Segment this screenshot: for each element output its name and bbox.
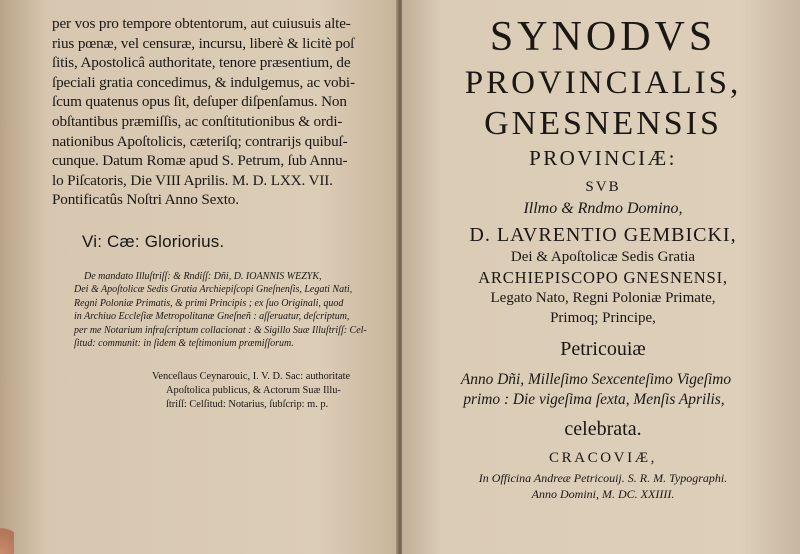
signature-line: Apoſtolica publicus, & Actorum Suæ Illu-	[166, 384, 341, 396]
dedication-line: Illmo & Rndmo Domino,	[523, 200, 683, 217]
signature-line: Venceſlaus Ceynarouic, I. V. D. Sac: authoritate	[152, 371, 351, 383]
title-provinciae: PROVINCIÆ:	[529, 146, 677, 170]
mandate-line: in Archiuo Eccleſiæ Metropolitanæ Gneſneñ : aſſeruatur, deſcriptum,	[74, 311, 350, 323]
imprint-city: CRACOVIÆ,	[549, 450, 657, 466]
date-line-2: primo : Die vigeſima ſexta, Menſis Aprilis,	[463, 391, 725, 408]
papal-brief-text	[52, 14, 388, 210]
left-page	[0, 0, 398, 554]
grace-line: Dei & Apoſtolicæ Sedis Gratia	[510, 249, 696, 265]
text-line: rius pœnæ, vel censuræ, incursu, liberè & licitè poſ	[52, 34, 355, 52]
title-gnesnensis: GNESNENSIS	[484, 105, 722, 142]
text-line: per vos pro tempore obtentorum, aut cuiusuis alte-	[52, 15, 351, 32]
imprint-printer: In Officina Andreæ Petricouij. S. R. M. Typographi.	[478, 471, 728, 485]
title-synodus: SYNODVS	[489, 14, 717, 60]
text-line: obſtantibus præmiſſis, ac conſtitutionibus & ordi-	[52, 112, 343, 130]
mandate-line: Dei & Apoſtolicæ Sedis Gratia Archiepiſcopi Gneſnenſis, Legati Nati,	[74, 284, 353, 296]
text-line: cunque. Datum Romæ apud S. Petrum, ſub Annu-	[52, 152, 348, 170]
vi-signature-line: Vi: Cæ: Gloriorius.	[82, 231, 225, 251]
title-page	[402, 0, 800, 554]
mandate-line: De mandato Illuſtriſſ: & Rndiſſ: Dñi, D. IOANNIS WEZYK,	[84, 270, 322, 282]
text-line: ſcum quatenus opus ſit, deſuper diſpenſamus. Non	[52, 93, 347, 111]
archbishop-title: ARCHIEPISCOPO GNESNENSI,	[478, 268, 728, 287]
mandate-block	[52, 270, 388, 350]
title-provincialis: PROVINCIALIS,	[464, 65, 742, 101]
mandate-line: ſitud: communit: in ſidem & teſtimonium præmiſſorum.	[74, 337, 294, 349]
place-line: Petricouiæ	[560, 338, 646, 360]
legate-line: Legato Nato, Regni Poloniæ Primate,	[490, 290, 716, 306]
imprint-year: Anno Domini, M. DC. XXIIII.	[531, 487, 675, 501]
sub-line: SVB	[585, 179, 621, 195]
thumb-edge	[0, 514, 14, 554]
text-line: nationibus Apoſtolicis, cæteriſq; contrarijs quibuſ-	[52, 132, 348, 150]
mandate-line: per me Notarium infraſcriptum collacionat : & Sigillo Suæ Illuſtriſſ: Cel-	[74, 324, 367, 336]
text-line: Pontificatûs Noſtri Anno Sexto.	[52, 191, 239, 209]
celebrata-line: celebrata.	[564, 418, 642, 440]
notary-signature-block	[52, 370, 388, 411]
text-line: lo Piſcatoris, Die VIII Aprilis. M. D. LXX. VII.	[52, 171, 333, 189]
primate-line: Primoq; Principe,	[550, 310, 656, 326]
text-line: ſpeciali gratia concedimus, & indulgemus, ac vobi-	[52, 73, 355, 91]
date-line-1: Anno Dñi, Milleſimo Sexcenteſimo Vigeſimo	[460, 371, 732, 388]
archbishop-name: D. LAVRENTIO GEMBICKI,	[469, 224, 737, 246]
signature-line: ſtriſſ: Celſitud: Notarius, ſubſcrip: m. p.	[166, 398, 329, 410]
text-line: ſitis, Apostolicâ authoritate, tenore præsentium, de	[52, 54, 351, 72]
mandate-line: Regni Poloniæ Primatis, & primi Principis ; ex ſuo Originali, quod	[74, 297, 344, 309]
